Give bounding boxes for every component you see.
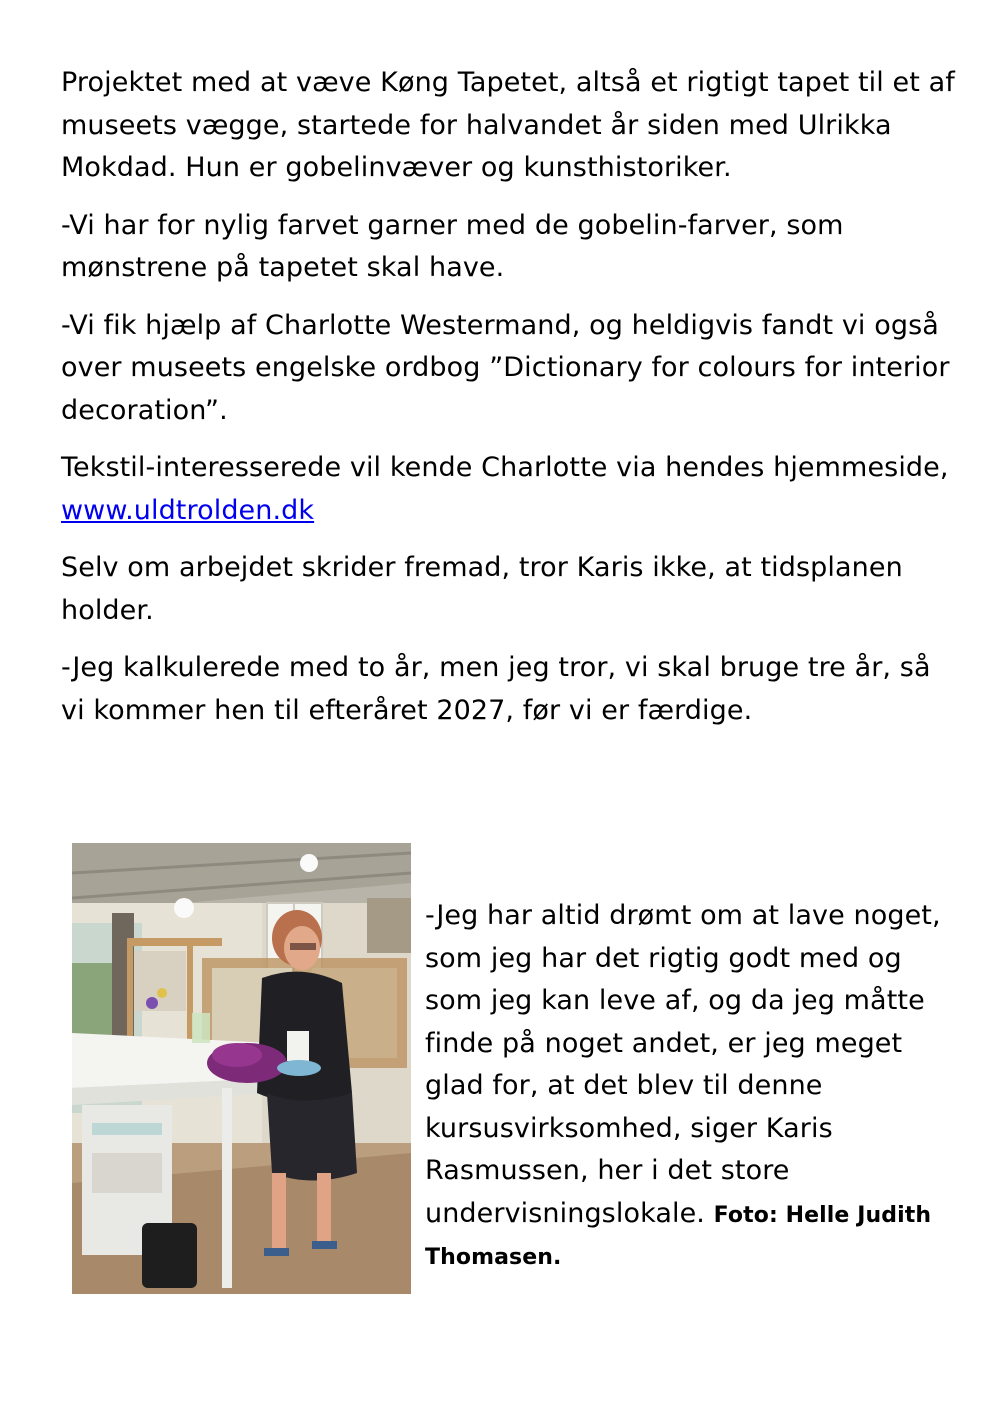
photo-caption (425, 895, 965, 1278)
caption-quote: -Jeg har altid drømt om at lave noget, som jeg har det rigtig godt med og som jeg kan leve af, og da jeg måtte finde på noget andet, er jeg meget glad for, at det blev til denne kursusvirksomhed, siger Karis Rasmussen, her i det store undervisningslokale. (425, 900, 941, 1229)
photo-credit: Foto: Helle Judith Thomasen. (425, 1202, 932, 1270)
paragraph-website (61, 447, 961, 532)
paragraph-dyed-yarn: -Vi har for nylig farvet garner med de gobelin-farver, som mønstrene på tapetet skal have. (61, 209, 844, 283)
paragraph-schedule: Selv om arbejdet skrider fremad, tror Karis ikke, at tidsplanen holder. (61, 552, 903, 626)
website-link[interactable]: www.uldtrolden.dk (61, 494, 315, 526)
paragraph-website-text: Tekstil-interesserede vil kende Charlotte via hendes hjemmeside, (61, 452, 949, 483)
article-body (61, 62, 961, 747)
paragraph-intro: Projektet med at væve Køng Tapetet, altså et rigtigt tapet til et af museets vægge, startede for halvandet år siden med Ulrikka Mokdad. Hun er gobelinvæver og kunsthistoriker. (61, 67, 955, 183)
paragraph-three-years: -Jeg kalkulerede med to år, men jeg tror, vi skal bruge tre år, så vi kommer hen til efteråret 2027, før vi er færdige. (61, 652, 931, 726)
paragraph-help-dictionary: -Vi fik hjælp af Charlotte Westermand, og heldigvis fandt vi også over museets engelske ordbog ”Dictionary for colours for interior decoration”. (61, 309, 950, 426)
weaving-workshop-photo (72, 843, 411, 1294)
